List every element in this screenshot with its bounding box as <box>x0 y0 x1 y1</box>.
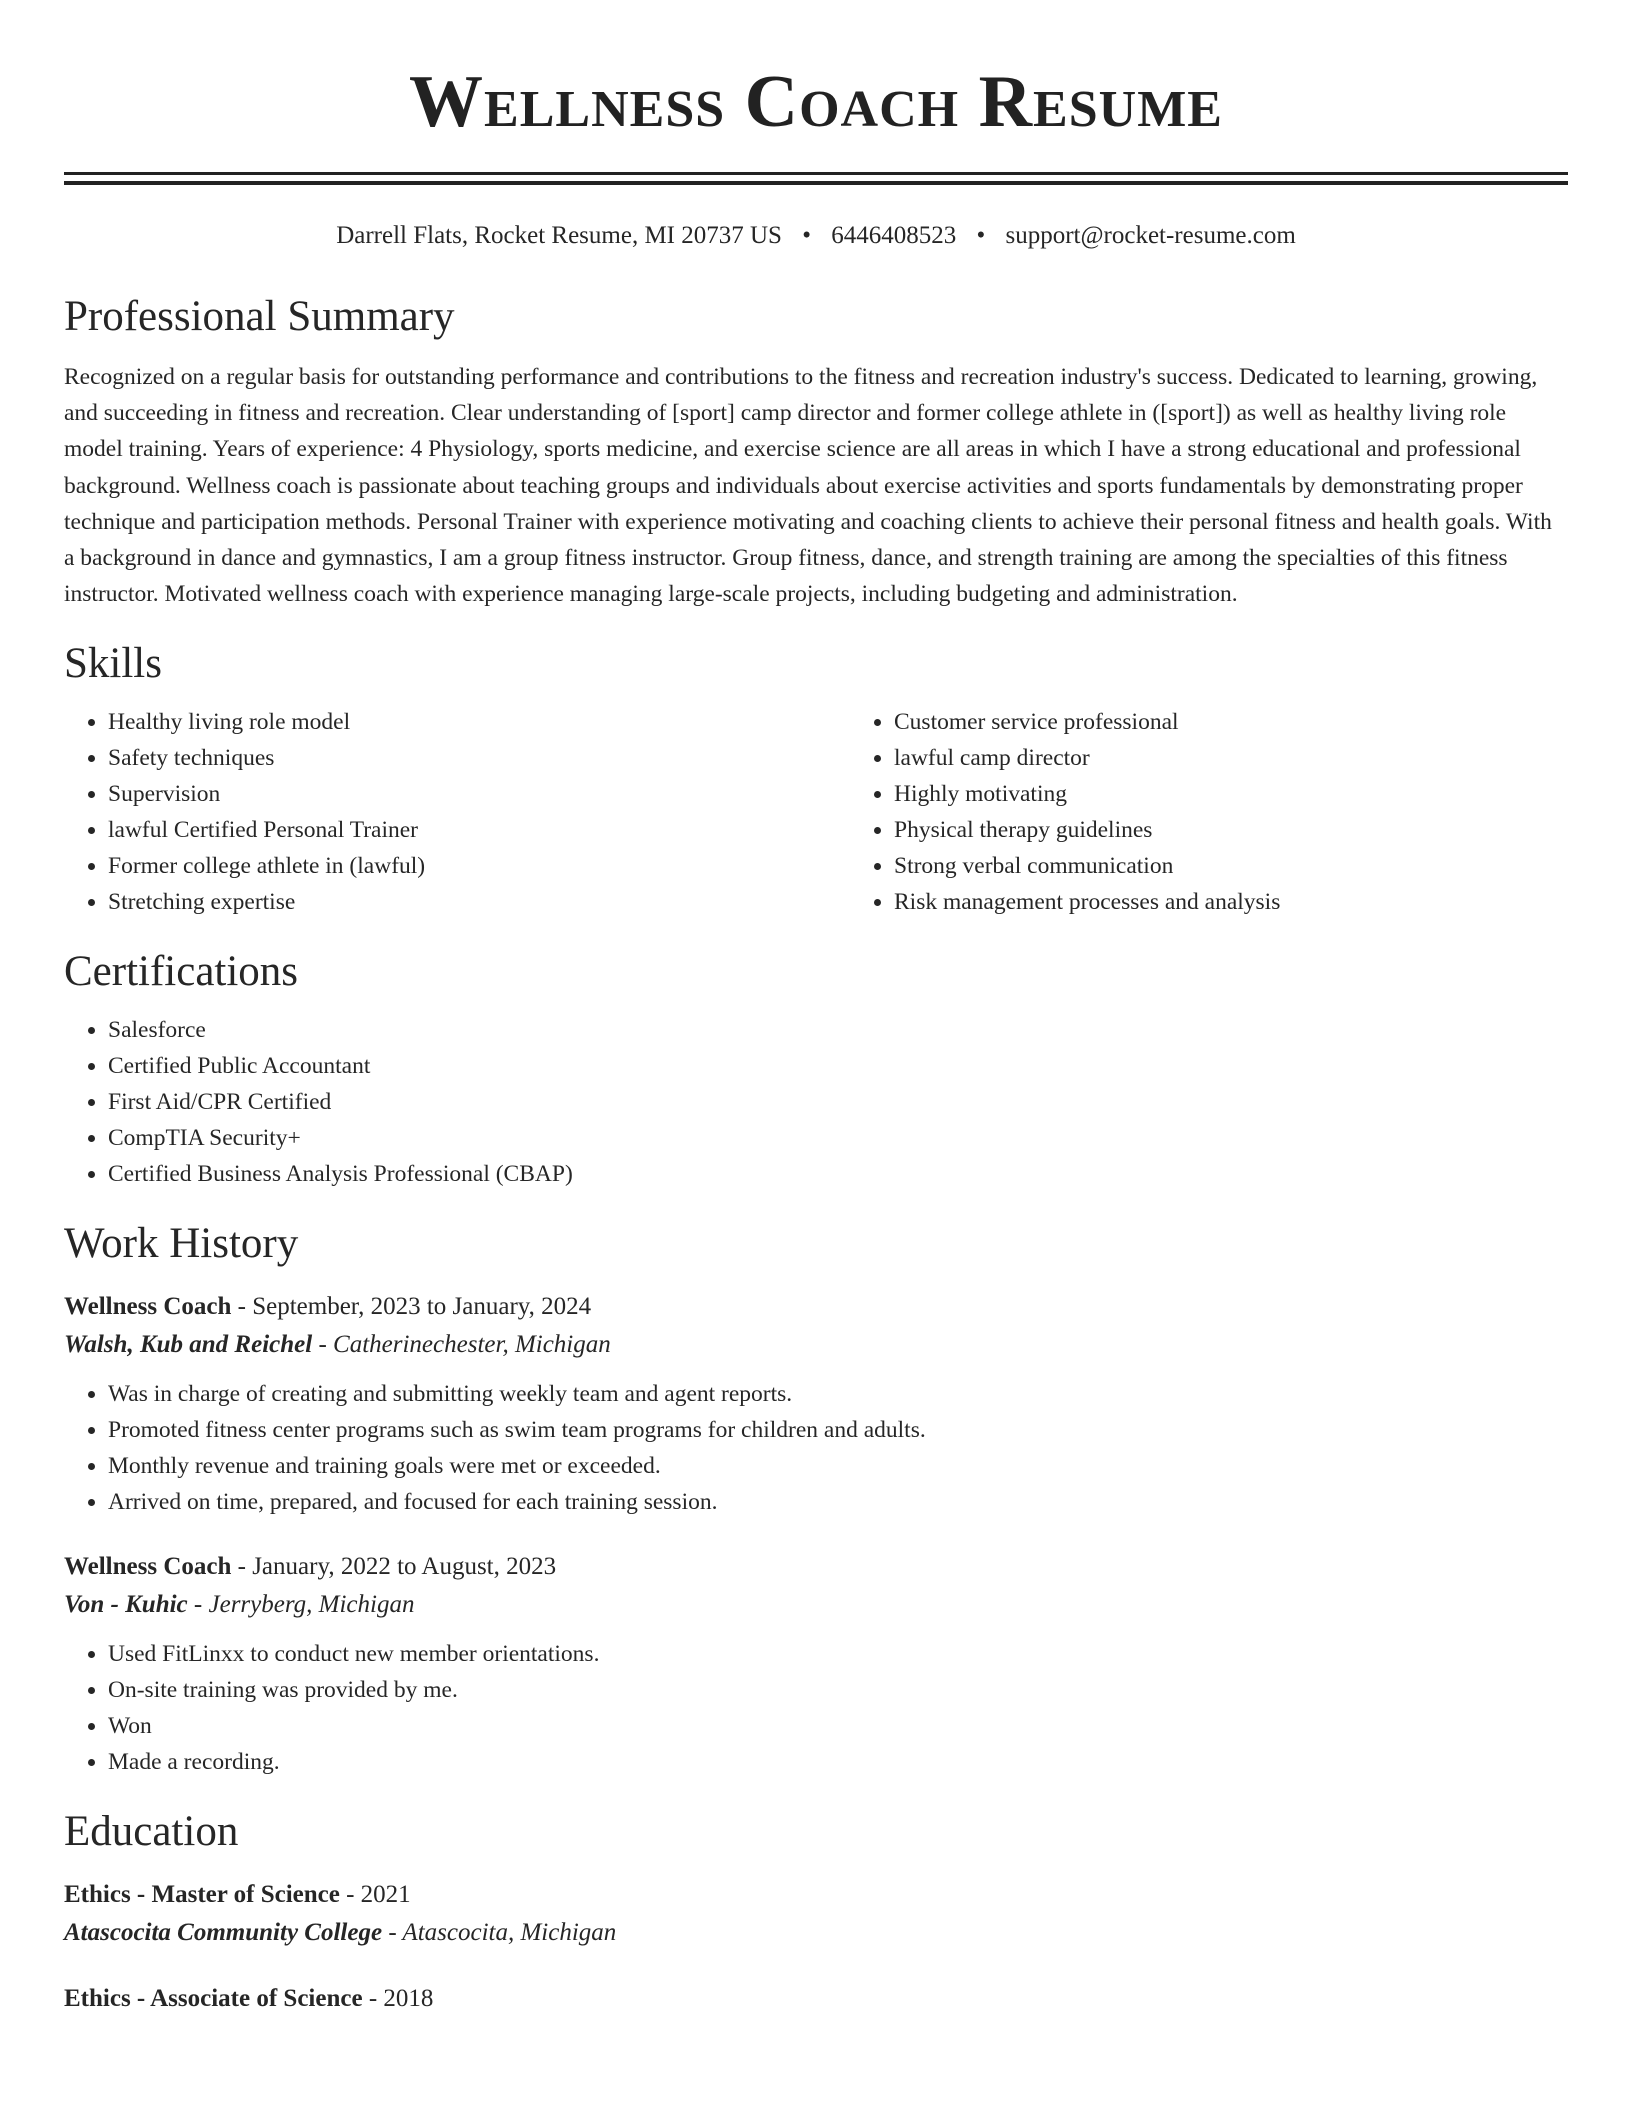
skill-item: • Strong verbal communication <box>894 848 1568 884</box>
job-entry <box>64 1548 1568 1780</box>
section-heading-education: Education <box>64 1808 239 1856</box>
skills-list-right <box>850 704 1568 920</box>
job-duty-item: • Was in charge of creating and submitting weekly team and agent reports. <box>108 1376 1568 1412</box>
summary-text: Recognized on a regular basis for outstanding performance and contributions to the fitness and recreation industry's success. Dedicated to learning, growing, and succeeding in fitness and recreation. Clear understanding of [sport] camp director and former college athlete in ([sport]) as well as healthy living role model training. Years of experience: 4 Physiology, sports medicine, and exercise science are all areas in which I have a strong educational and professional background. Wellness coach is passionate about teaching groups and individuals about exercise activities and sports fundamentals by demonstrating proper technique and participation methods. Personal Trainer with experience motivating and coaching clients to achieve their personal fitness and health goals. With a background in dance and gymnastics, I am a group fitness instructor. Group fitness, dance, and strength training are among the specialties of this fitness instructor. Motivated wellness coach with experience managing large-scale projects, including budgeting and administration. <box>64 364 1552 608</box>
job-dates: - January, 2022 to August, 2023 <box>231 1553 557 1581</box>
education-school-line <box>64 1914 1568 1952</box>
job-duty-item: • Won <box>108 1708 1568 1744</box>
professional-summary-section <box>64 291 1568 612</box>
job-title: Wellness Coach <box>64 1293 232 1321</box>
skills-section <box>64 638 1568 920</box>
education-degree-line <box>64 1876 1568 1914</box>
contact-line <box>64 221 1568 251</box>
job-duties-list <box>64 1376 1568 1520</box>
title-rule-top <box>64 172 1568 175</box>
certifications-list <box>64 1012 1568 1192</box>
section-heading-summary: Professional Summary <box>64 293 455 340</box>
resume-title: Wellness Coach Resume <box>409 61 1223 143</box>
job-title: Wellness Coach <box>64 1553 232 1581</box>
job-duty-item: • Arrived on time, prepared, and focused for each training session. <box>108 1484 1568 1520</box>
certification-item: • First Aid/CPR Certified <box>108 1084 1568 1120</box>
skills-columns <box>64 704 1568 920</box>
job-company: Von - Kuhic <box>64 1591 188 1619</box>
skill-item: • Healthy living role model <box>108 704 850 740</box>
education-degree-line <box>64 1980 1568 2018</box>
job-company-line <box>64 1326 1568 1364</box>
skill-item: • Safety techniques <box>108 740 850 776</box>
contact-separator: • <box>976 222 986 249</box>
skill-item: • Former college athlete in (lawful) <box>108 848 850 884</box>
skill-item: • lawful camp director <box>894 740 1568 776</box>
education-entry <box>64 1876 1568 1952</box>
section-heading-work-history: Work History <box>64 1220 299 1268</box>
job-title-line <box>64 1548 1568 1586</box>
job-duties-list <box>64 1636 1568 1780</box>
certification-item: • Certified Public Accountant <box>108 1048 1568 1084</box>
skill-item: • Supervision <box>108 776 850 812</box>
contact-email: support@rocket-resume.com <box>1005 222 1296 249</box>
job-entry <box>64 1288 1568 1520</box>
skill-item: • Physical therapy guidelines <box>894 812 1568 848</box>
certification-item: • Salesforce <box>108 1012 1568 1048</box>
education-location: - Atascocita, Michigan <box>382 1919 617 1947</box>
job-company-line <box>64 1586 1568 1624</box>
title-rule-bottom <box>64 181 1568 185</box>
job-company: Walsh, Kub and Reichel <box>64 1331 313 1359</box>
skill-item: • Risk management processes and analysis <box>894 884 1568 920</box>
skill-item: • Highly motivating <box>894 776 1568 812</box>
job-duty-item: • On-site training was provided by me. <box>108 1672 1568 1708</box>
job-dates: - September, 2023 to January, 2024 <box>231 1293 592 1321</box>
section-heading-skills: Skills <box>64 640 162 688</box>
certification-item: • CompTIA Security+ <box>108 1120 1568 1156</box>
job-title-line <box>64 1288 1568 1326</box>
contact-address: Darrell Flats, Rocket Resume, MI 20737 US <box>336 222 782 249</box>
education-entry <box>64 1980 1568 2018</box>
education-year: - 2018 <box>362 1985 434 2013</box>
skill-item: • lawful Certified Personal Trainer <box>108 812 850 848</box>
work-history-section <box>64 1218 1568 1780</box>
contact-separator: • <box>802 222 811 249</box>
job-duty-item: • Monthly revenue and training goals were met or exceeded. <box>108 1448 1568 1484</box>
job-duty-item: • Used FitLinxx to conduct new member orientations. <box>108 1636 1568 1672</box>
education-year: - 2021 <box>339 1881 411 1909</box>
education-degree: Ethics - Master of Science <box>64 1881 340 1909</box>
certifications-section <box>64 946 1568 1192</box>
skill-item: • Stretching expertise <box>108 884 850 920</box>
section-heading-certifications: Certifications <box>64 948 299 996</box>
job-location: - Jerryberg, Michigan <box>187 1591 415 1619</box>
job-duty-item: • Promoted fitness center programs such as swim team programs for children and adults. <box>108 1412 1568 1448</box>
education-degree: Ethics - Associate of Science <box>64 1985 363 2013</box>
job-duty-item: • Made a recording. <box>108 1744 1568 1780</box>
job-location: - Catherinechester, Michigan <box>312 1331 611 1359</box>
certification-item: • Certified Business Analysis Professional (CBAP) <box>108 1156 1568 1192</box>
skill-item: • Customer service professional <box>894 704 1568 740</box>
skills-list-left <box>64 704 850 920</box>
education-section <box>64 1806 1568 2018</box>
education-school: Atascocita Community College <box>64 1919 383 1947</box>
contact-phone: 6446408523 <box>831 222 957 249</box>
